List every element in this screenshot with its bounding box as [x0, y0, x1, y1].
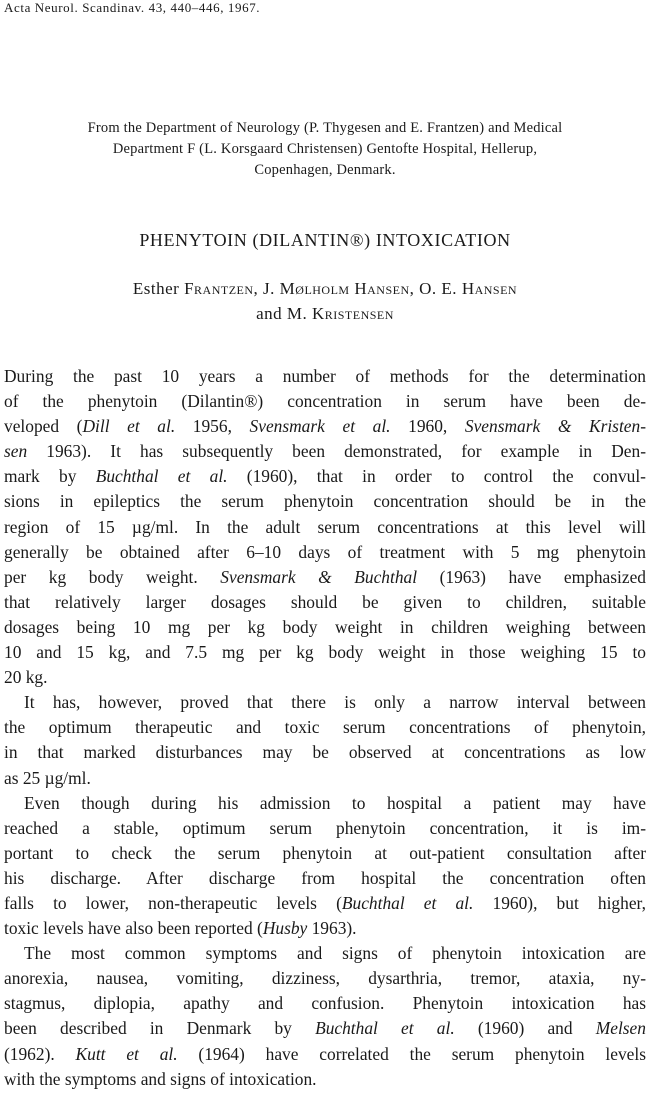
author-first-name: Esther: [132, 279, 180, 298]
author-surname: Hansen: [354, 279, 410, 298]
citation-author: Svensmark et al.: [249, 416, 391, 437]
affiliation-line: From the Department of Neurology (P. Thygesen and E. Frantzen) and Medical: [87, 120, 563, 136]
citation-author: Husby: [262, 918, 308, 939]
citation-author: Svensmark & Kristen-: [464, 416, 646, 437]
text-line: his discharge. After discharge from hospital the concentration often: [4, 867, 646, 888]
text-line: reached a stable, optimum serum phenytoin concentration, it is im-: [4, 817, 646, 838]
author-list: [0, 276, 650, 326]
paragraph: [4, 791, 646, 942]
text-line: [4, 565, 646, 590]
text-line: with the symptoms and signs of intoxication.: [4, 1068, 317, 1089]
author-line: [0, 301, 650, 326]
affiliation-line: Copenhagen, Denmark.: [254, 162, 396, 178]
text-line: [4, 1042, 646, 1067]
text-line: the optimum therapeutic and toxic serum concentrations of phenytoin,: [4, 717, 646, 738]
paragraph: [4, 364, 646, 690]
citation-author: Svensmark & Buchthal: [220, 566, 418, 587]
text-line: sions in epileptics the serum phenytoin concentration should be in the: [4, 491, 646, 512]
text-line: dosages being 10 mg per kg body weight in children weighing between: [4, 616, 646, 637]
text-line: [4, 464, 646, 489]
text-run: (1960), that in order to control the convul-: [227, 466, 646, 487]
text-run: 1960,: [390, 416, 465, 437]
text-line: stagmus, diplopia, apathy and confusion. Phenytoin intoxication has: [4, 993, 646, 1014]
author-middle-name: Mølholm: [279, 279, 350, 298]
text-line: anorexia, nausea, vomiting, dizziness, dysarthria, tremor, ataxia, ny-: [4, 968, 646, 989]
text-run: 1963).: [307, 918, 357, 939]
text-line: [4, 1016, 646, 1041]
text-run: falls to lower, non-therapeutic levels (: [4, 892, 342, 913]
author-surname: Frantzen: [184, 279, 254, 298]
author-separator: , O. E.: [409, 279, 462, 298]
text-run: 1956,: [175, 416, 250, 437]
text-run: 1960), but higher,: [473, 892, 646, 913]
article-body: [4, 364, 646, 1092]
text-run: been described in Denmark by: [4, 1018, 316, 1039]
text-line: The most common symptoms and signs of phenytoin intoxication are: [24, 943, 646, 964]
text-run: (1962).: [4, 1043, 76, 1064]
author-line: [0, 276, 650, 301]
citation-author: Buchthal et al.: [315, 1018, 455, 1039]
text-line: of the phenytoin (Dilantin®) concentration in serum have been de-: [4, 391, 646, 412]
text-line: [4, 916, 646, 941]
text-line: generally be obtained after 6–10 days of treatment with 5 mg phenytoin: [4, 541, 646, 562]
text-run: (1963) have emphasized: [417, 566, 646, 587]
text-line: It has, however, proved that there is only a narrow interval between: [24, 692, 646, 713]
text-line: Even though during his admission to hospital a patient may have: [24, 792, 646, 813]
citation-author: Kutt et al.: [75, 1043, 178, 1064]
text-run: per kg body weight.: [4, 566, 221, 587]
text-line: as 25 µg/ml.: [4, 767, 91, 788]
citation-author: Buchthal et al.: [95, 466, 228, 487]
text-line: [4, 891, 646, 916]
text-line: region of 15 µg/ml. In the adult serum concentrations at this level will: [4, 516, 646, 537]
text-line: portant to check the serum phenytoin at out-patient consultation after: [4, 842, 646, 863]
author-separator: , J.: [253, 279, 280, 298]
affiliation: [4, 118, 646, 181]
citation-author: Buchthal et al.: [341, 892, 474, 913]
affiliation-line: Department F (L. Korsgaard Christensen) Gentofte Hospital, Hellerup,: [112, 141, 538, 157]
paragraph: [4, 690, 646, 790]
citation-author: Dill et al.: [82, 416, 176, 437]
article-title: PHENYTOIN (DILANTIN®) INTOXICATION: [139, 230, 511, 250]
author-surname: Hansen: [461, 279, 518, 298]
text-run: mark by: [4, 466, 96, 487]
text-run: (1964) have correlated the serum phenytoin levels: [177, 1043, 646, 1064]
text-line: During the past 10 years a number of methods for the determination: [4, 366, 646, 386]
text-run: toxic levels have also been reported (: [4, 918, 263, 939]
text-line: 10 and 15 kg, and 7.5 mg per kg body weight in those weighing 15 to: [4, 642, 646, 663]
citation-author: Melsen: [595, 1018, 646, 1039]
text-run: 1963). It has subsequently been demonstrated, for example in Den-: [27, 441, 646, 462]
text-line: that relatively larger dosages should be given to children, suitable: [4, 591, 646, 612]
text-line: 20 kg.: [4, 667, 48, 688]
author-separator: and M.: [256, 304, 312, 323]
text-run: (1960) and: [454, 1018, 596, 1039]
text-line: [4, 414, 646, 439]
text-line: in that marked disturbances may be observed at concentrations as low: [4, 742, 646, 763]
text-run: veloped (: [4, 416, 83, 437]
author-surname: Kristensen: [311, 304, 394, 323]
text-line: [4, 439, 646, 464]
citation-author: sen: [4, 441, 28, 462]
journal-reference: Acta Neurol. Scandinav. 43, 440–446, 1967.: [4, 0, 261, 15]
paragraph: [4, 941, 646, 1092]
